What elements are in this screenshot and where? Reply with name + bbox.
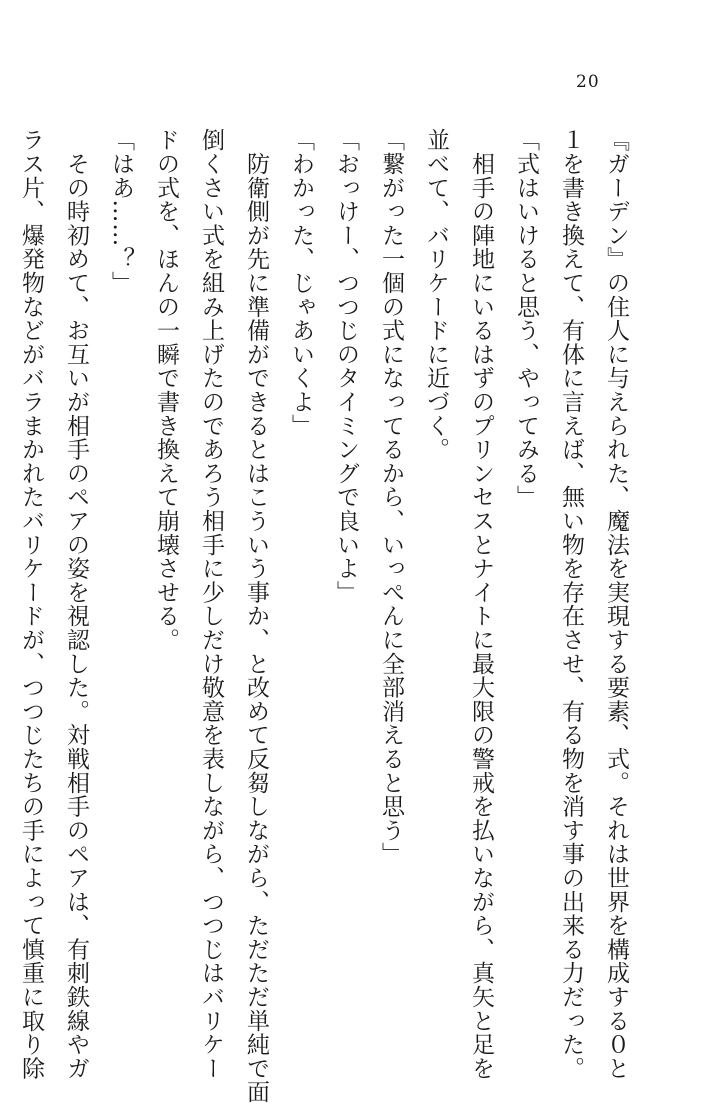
text-line: １を書き換えて、有体に言えば、無い物を存在させ、有る物を消す事の出来る力だった。 [558,128,584,1080]
body-text [0,128,638,1104]
text-line: その時初めて、お互いが相手のペアの姿を視認した。対戦相手のペアは、有刺鉄線やガ [63,128,89,1080]
text-line: 「おっけー、つつじのタイミングで良いよ」 [333,128,359,604]
page-number: 20 [576,72,600,92]
text-line: 『ガーデン』の住人に与えられた、魔法を実現する要素、式。それは世界を構成する０と [603,128,629,1080]
text-line: ドの式を、ほんの一瞬で書き換えて崩壊させる。 [153,128,179,652]
text-line: 並べて、バリケードに近づく。 [423,128,449,462]
text-line: 防衛側が先に準備ができるとはこういう事か、と改めて反芻しながら、ただただ単純で面 [243,128,269,1104]
text-line: 「式はいけると思う、やってみる」 [513,128,539,509]
text-line: 「はあ……？」 [108,128,134,295]
text-line: 「わかった、じゃあいくよ」 [288,128,314,438]
text-line: 「繋がった一個の式になってるから、いっぺんに全部消えると思う」 [378,128,404,866]
text-line: 倒くさい式を組み上げたのであろう相手に少しだけ敬意を表しながら、つつじはバリケー [198,128,224,1080]
text-line: 相手の陣地にいるはずのプリンセスとナイトに最大限の警戒を払いながら、真矢と足を [468,128,494,1080]
text-line [0,128,8,908]
text-line: ラス片、爆発物などがバラまかれたバリケードが、つつじたちの手によって慎重に取り除 [18,128,44,1080]
